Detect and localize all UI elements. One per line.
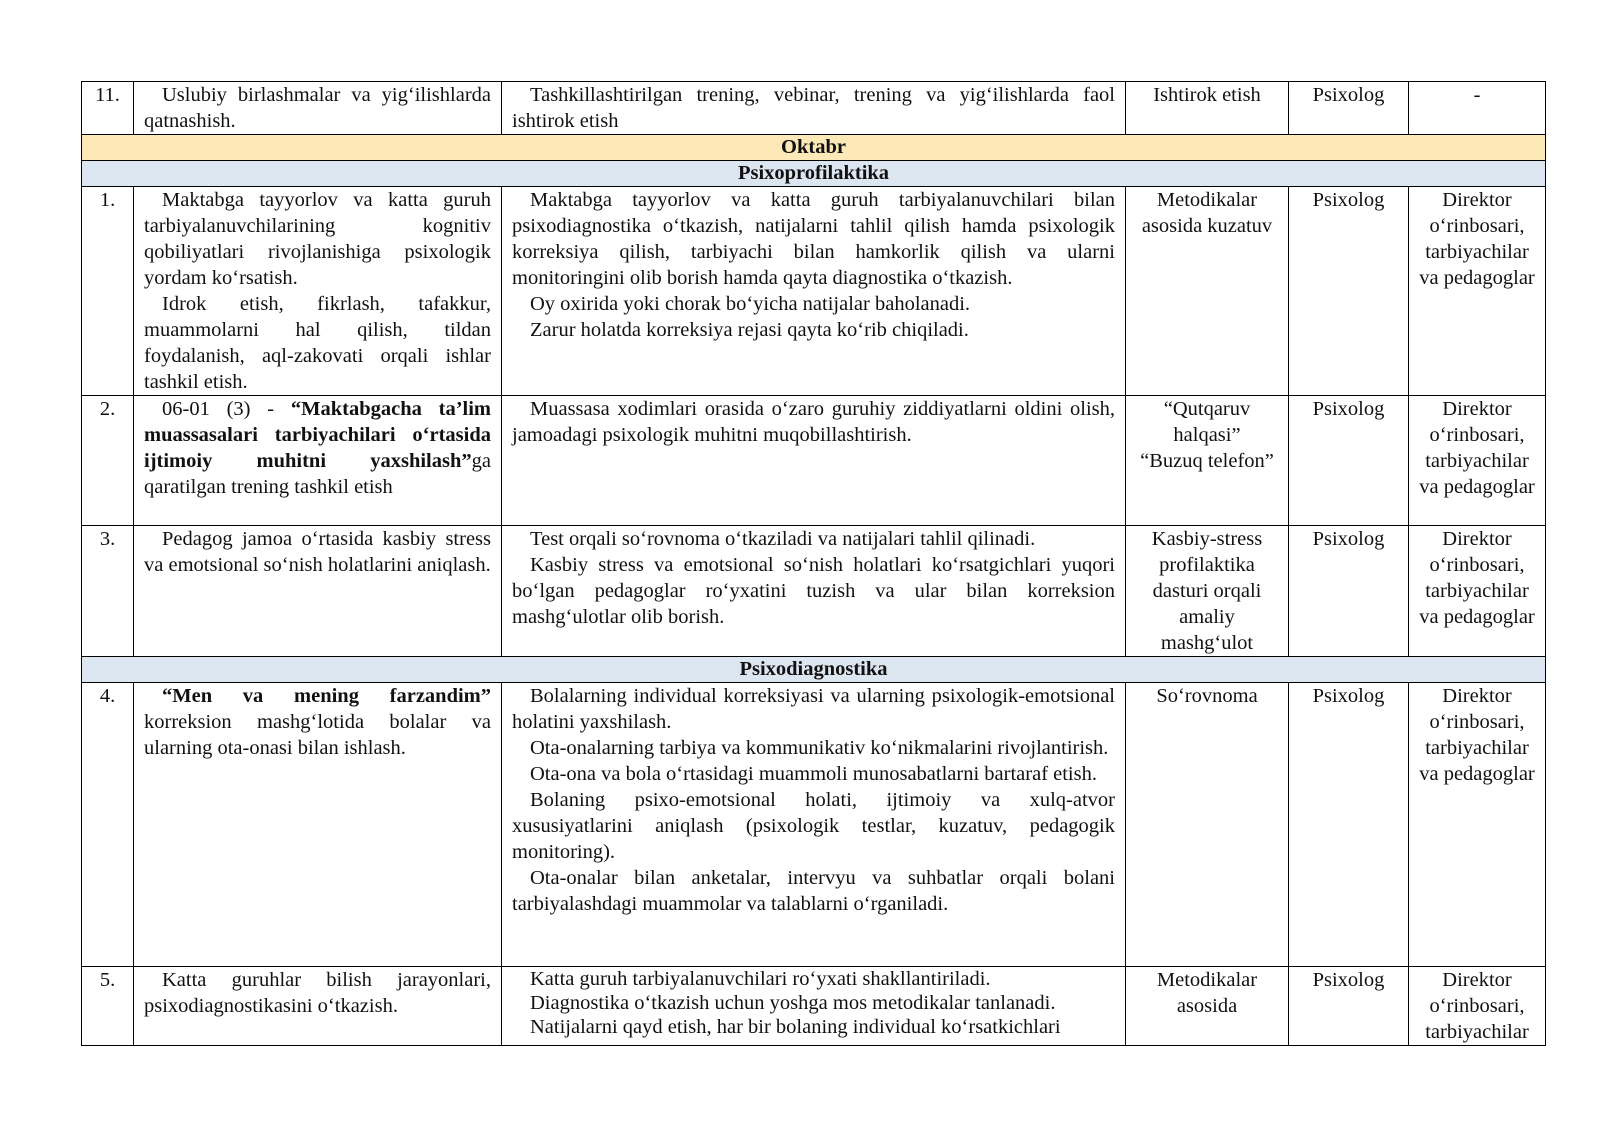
partner-cell: Direktor o‘rinbosari, tarbiyachilar va pedagoglar <box>1409 396 1546 526</box>
activity-cell: Maktabga tayyorlov va katta guruh tarbiyalanuvchilarining kognitiv qobiliyatlari rivojlanishiga psixologik yordam ko‘rsatish. Idrok etish, fikrlash, tafakkur, muammolarni hal qilish, tildan foydalanish, aql-zakovati orqali ishlar tashkil etish. <box>134 187 502 396</box>
section-title-prophylaxis: Psixoprofilaktika <box>82 161 1546 187</box>
work-plan-table <box>81 81 1546 1046</box>
description-cell: Katta guruh tarbiyalanuvchilari ro‘yxati shakllantiriladi. Diagnostika o‘tkazish uchun yoshga mos metodikalar tanlanadi. Natijalarni qayd etish, har bir bolaning individual ko‘rsatkichlari <box>502 967 1126 1046</box>
row-number: 4. <box>82 683 134 967</box>
responsible-cell: Psixolog <box>1289 967 1409 1046</box>
form-cell: Kasbiy-stress profilaktika dasturi orqali amaliy mashg‘ulot <box>1126 526 1289 657</box>
section-header-row <box>82 657 1546 683</box>
activity-cell: Uslubiy birlashmalar va yig‘ilishlarda qatnashish. <box>134 82 502 135</box>
section-header-row <box>82 161 1546 187</box>
description-cell: Maktabga tayyorlov va katta guruh tarbiyalanuvchilari bilan psixodiagnostika o‘tkazish, natijalarni tahlil qilish hamda psixologik korreksiya qilish, tarbiyachi bilan hamkorlik qilish va ularni monitoringini olib borish hamda qayta diagnostika o‘tkazish. Oy oxirida yoki chorak bo‘yicha natijalar baholanadi. Zarur holatda korreksiya rejasi qayta ko‘rib chiqiladi. <box>502 187 1126 396</box>
table-row <box>82 396 1546 526</box>
description-cell: Test orqali so‘rovnoma o‘tkaziladi va natijalari tahlil qilinadi. Kasbiy stress va emotsional so‘nish holatlari ko‘rsatgichlari yuqori bo‘lgan pedagoglar ro‘yxatini tuzish va ular bilan korreksion mashg‘ulotlar olib borish. <box>502 526 1126 657</box>
responsible-cell: Psixolog <box>1289 82 1409 135</box>
row-number: 3. <box>82 526 134 657</box>
table-row <box>82 967 1546 1046</box>
responsible-cell: Psixolog <box>1289 683 1409 967</box>
partner-cell: Direktor o‘rinbosari, tarbiyachilar va pedagoglar <box>1409 187 1546 396</box>
activity-cell: 06-01 (3) - “Maktabgacha ta’lim muassasalari tarbiyachilari o‘rtasida ijtimoiy muhitni yaxshilash”ga qaratilgan trening tashkil etish <box>134 396 502 526</box>
partner-cell: Direktor o‘rinbosari, tarbiyachilar va pedagoglar <box>1409 526 1546 657</box>
form-cell: Metodikalar asosida <box>1126 967 1289 1046</box>
month-title: Oktabr <box>82 135 1546 161</box>
form-cell: Metodikalar asosida kuzatuv <box>1126 187 1289 396</box>
form-cell: So‘rovnoma <box>1126 683 1289 967</box>
session-title: “Men va mening farzandim” <box>162 685 491 707</box>
partner-cell: Direktor o‘rinbosari, tarbiyachilar <box>1409 967 1546 1046</box>
document-code: 06-01 (3) - <box>162 398 291 420</box>
table-row <box>82 683 1546 967</box>
table-row <box>82 82 1546 135</box>
section-title-diagnostics: Psixodiagnostika <box>82 657 1546 683</box>
responsible-cell: Psixolog <box>1289 187 1409 396</box>
form-cell: “Qutqaruv halqasi” “Buzuq telefon” <box>1126 396 1289 526</box>
responsible-cell: Psixolog <box>1289 526 1409 657</box>
partner-cell: Direktor o‘rinbosari, tarbiyachilar va pedagoglar <box>1409 683 1546 967</box>
month-header-row <box>82 135 1546 161</box>
table-row <box>82 187 1546 396</box>
partner-cell: - <box>1409 82 1546 135</box>
responsible-cell: Psixolog <box>1289 396 1409 526</box>
activity-cell: Katta guruhlar bilish jarayonlari, psixodiagnostikasini o‘tkazish. <box>134 967 502 1046</box>
row-number: 5. <box>82 967 134 1046</box>
description-cell: Muassasa xodimlari orasida o‘zaro guruhiy ziddiyatlarni oldini olish, jamoadagi psixologik muhitni muqobillashtirish. <box>502 396 1126 526</box>
row-number: 2. <box>82 396 134 526</box>
description-cell: Bolalarning individual korreksiyasi va ularning psixologik-emotsional holatini yaxshilash. Ota-onalarning tarbiya va kommunikativ ko‘nikmalarini rivojlantirish. Ota-ona va bola o‘rtasidagi muammoli munosabatlarni bartaraf etish. Bolaning psixo-emotsional holati, ijtimoiy va xulq-atvor xususiyatlarini aniqlash (psixologik testlar, kuzatuv, pedagogik monitoring). Ota-onalar bilan anketalar, intervyu va suhbatlar orqali bolani tarbiyalashdagi muammolar va talablarni o‘rganiladi. <box>502 683 1126 967</box>
form-cell: Ishtirok etish <box>1126 82 1289 135</box>
training-title: “Maktabgacha ta’lim muassasalari tarbiyachilari o‘rtasida ijtimoiy muhitni yaxshilash” <box>144 398 491 472</box>
row-number: 11. <box>82 82 134 135</box>
table-row <box>82 526 1546 657</box>
activity-cell: “Men va mening farzandim” korreksion mashg‘lotida bolalar va ularning ota-onasi bilan ishlash. <box>134 683 502 967</box>
row-number: 1. <box>82 187 134 396</box>
description-cell: Tashkillashtirilgan trening, vebinar, trening va yig‘ilishlarda faol ishtirok etish <box>502 82 1126 135</box>
activity-cell: Pedagog jamoa o‘rtasida kasbiy stress va emotsional so‘nish holatlarini aniqlash. <box>134 526 502 657</box>
